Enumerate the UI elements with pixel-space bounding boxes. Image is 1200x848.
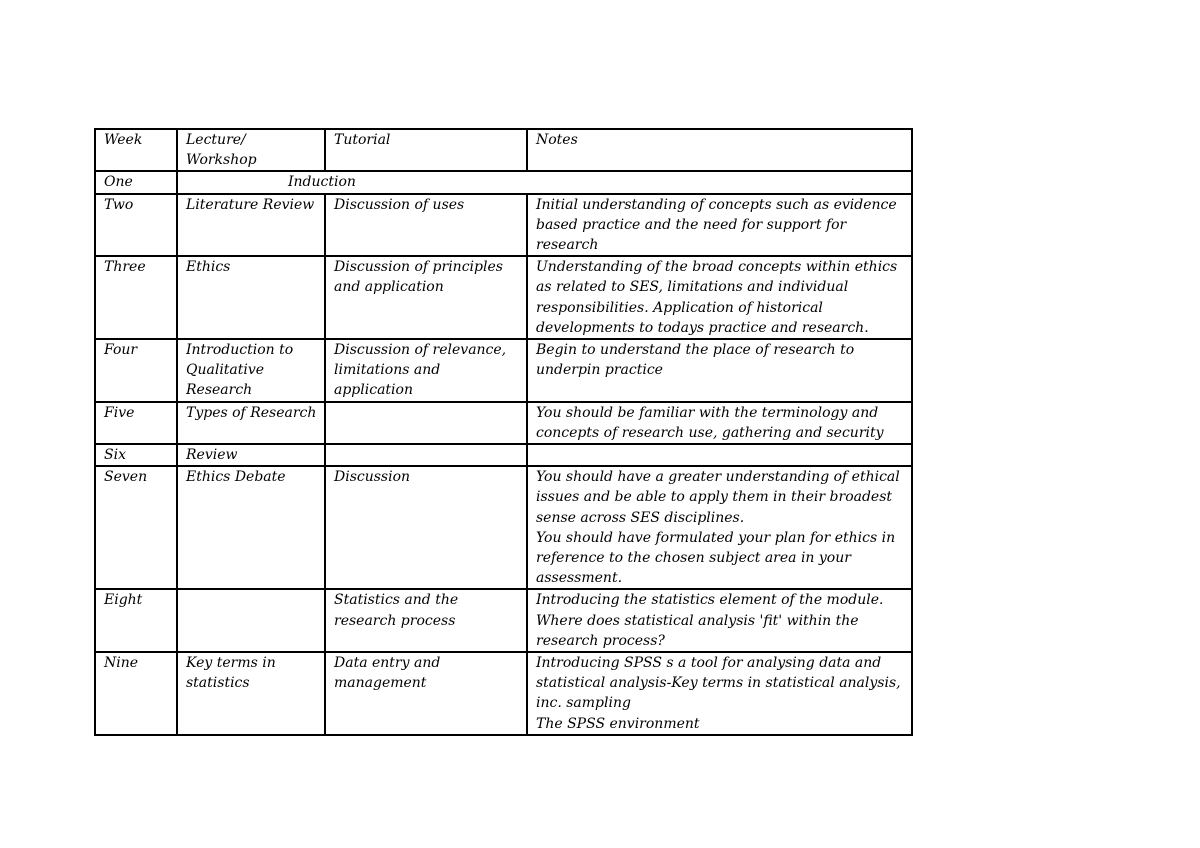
lecture-cell: Review <box>177 444 325 466</box>
notes-cell <box>527 444 912 466</box>
lecture-cell: Ethics Debate <box>177 466 325 589</box>
notes-cell <box>527 339 912 402</box>
notes-cell <box>527 402 912 444</box>
lecture-cell: Types of Research <box>177 402 325 444</box>
table-row <box>95 652 912 735</box>
notes-text: Introducing the statistics element of the module. Where does statistical analysis 'fit' within the research process? <box>536 592 884 649</box>
tutorial-cell <box>325 444 527 466</box>
notes-text: Initial understanding of concepts such as evidence based practice and the need for support for research <box>536 196 897 254</box>
tutorial-cell: Discussion of relevance, limitations and application <box>325 339 527 402</box>
table-row <box>95 194 912 257</box>
tutorial-cell: Statistics and the research process <box>325 589 527 652</box>
header-lecture: Lecture/ Workshop <box>177 129 325 171</box>
tutorial-cell: Data entry and management <box>325 652 527 735</box>
notes-text: The SPSS environment <box>536 715 700 732</box>
tutorial-cell: Discussion of principles and application <box>325 256 527 339</box>
notes-cell <box>527 466 912 589</box>
lecture-cell: Key terms in statistics <box>177 652 325 735</box>
week-cell: One <box>95 171 177 193</box>
induction-cell <box>177 171 912 193</box>
week-cell: Three <box>95 256 177 339</box>
lecture-cell: Literature Review <box>177 194 325 257</box>
week-cell: Six <box>95 444 177 466</box>
notes-cell <box>527 256 912 339</box>
notes-text: Understanding of the broad concepts within ethics as related to SES, limitations and individual responsibilities. Application of historical developments to todays practice and research. <box>536 259 898 336</box>
table-row <box>95 466 912 589</box>
week-cell: Eight <box>95 589 177 652</box>
tutorial-cell: Discussion of uses <box>325 194 527 257</box>
table-row <box>95 402 912 444</box>
notes-cell <box>527 652 912 735</box>
notes-cell <box>527 194 912 257</box>
week-cell: Nine <box>95 652 177 735</box>
notes-text: You should have a greater understanding of ethical issues and be able to apply them in their broadest sense across SES disciplines. <box>536 469 900 526</box>
notes-text: Begin to understand the place of research to underpin practice <box>536 342 855 379</box>
week-cell: Two <box>95 194 177 257</box>
header-notes: Notes <box>527 129 912 171</box>
notes-cell <box>527 589 912 652</box>
tutorial-cell <box>325 402 527 444</box>
table-row <box>95 339 912 402</box>
table-row <box>95 589 912 652</box>
notes-text: You should be familiar with the terminology and concepts of research use, gathering and security <box>536 404 884 441</box>
week-cell: Five <box>95 402 177 444</box>
week-cell: Four <box>95 339 177 402</box>
table-header-row <box>95 129 912 171</box>
header-week: Week <box>95 129 177 171</box>
course-schedule-table <box>94 128 913 736</box>
lecture-cell: Ethics <box>177 256 325 339</box>
lecture-cell: Introduction to Qualitative Research <box>177 339 325 402</box>
table-row <box>95 256 912 339</box>
header-tutorial: Tutorial <box>325 129 527 171</box>
week-cell: Seven <box>95 466 177 589</box>
table-row <box>95 171 912 193</box>
notes-text: Introducing SPSS s a tool for analysing data and statistical analysis-Key terms in statistical analysis, inc. sampling <box>536 655 901 712</box>
notes-text: You should have formulated your plan for ethics in reference to the chosen subject area in your assessment. <box>536 529 896 587</box>
induction-label: Induction <box>288 174 356 191</box>
tutorial-cell: Discussion <box>325 466 527 589</box>
lecture-cell <box>177 589 325 652</box>
table-row <box>95 444 912 466</box>
